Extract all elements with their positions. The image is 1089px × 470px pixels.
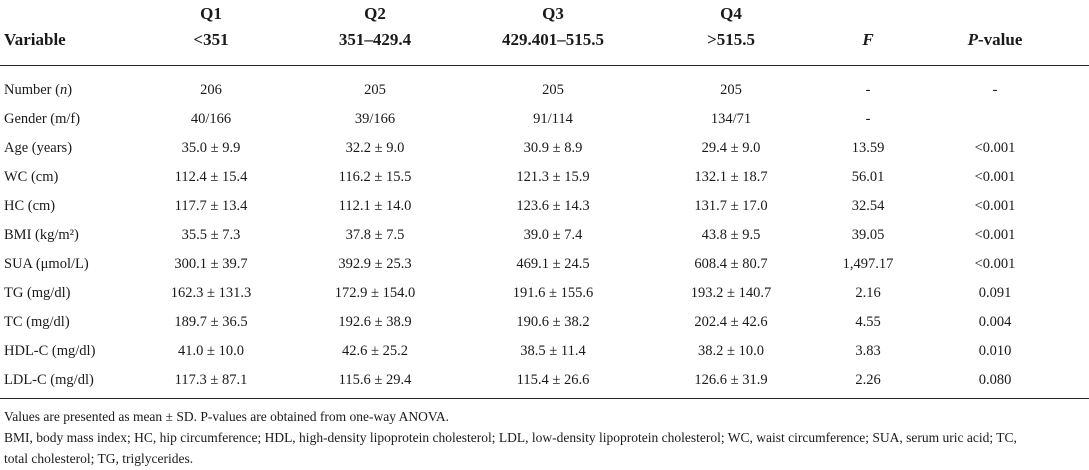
- cell-q4: 134/71: [710, 111, 752, 127]
- cell-p: <0.001: [974, 140, 1016, 156]
- row-label: Gender (m/f): [4, 111, 81, 127]
- cell-q1: 162.3 ± 131.3: [170, 285, 252, 301]
- cell-p: 0.080: [978, 372, 1012, 388]
- cell-p: <0.001: [974, 256, 1016, 272]
- cell-q3: 30.9 ± 8.9: [523, 140, 583, 156]
- cell-f: 1,497.17: [842, 256, 894, 272]
- cell-q1: 206: [200, 82, 222, 98]
- cell-q3: 190.6 ± 38.2: [516, 314, 590, 330]
- cell-f: 39.05: [851, 227, 885, 243]
- cell-q4: 193.2 ± 140.7: [690, 285, 772, 301]
- table-row: [0, 76, 1089, 105]
- cell-p: <0.001: [974, 227, 1016, 243]
- cell-q4: 131.7 ± 17.0: [694, 198, 768, 214]
- row-label: TC (mg/dl): [4, 314, 70, 330]
- cell-q3: 469.1 ± 24.5: [516, 256, 590, 272]
- cell-q1: 35.5 ± 7.3: [181, 227, 241, 243]
- table-row: [0, 192, 1089, 221]
- cell-q4: 202.4 ± 42.6: [694, 314, 768, 330]
- cell-q4: 43.8 ± 9.5: [701, 227, 761, 243]
- cell-q3: 38.5 ± 11.4: [520, 343, 586, 359]
- table-header: [0, 0, 1089, 60]
- cell-p: <0.001: [974, 198, 1016, 214]
- cell-f: 4.55: [855, 314, 881, 330]
- cell-f: -: [865, 82, 871, 98]
- cell-p: 0.004: [978, 314, 1012, 330]
- footnote-line-2: BMI, body mass index; HC, hip circumference; HDL, high-density lipoprotein cholesterol; LDL, low-density lipoprotein cholesterol; WC, waist circumference; SUA, serum uric acid; TC,: [4, 430, 1017, 445]
- cell-q2: 205: [364, 82, 386, 98]
- table-row: [0, 134, 1089, 163]
- cell-q2: 32.2 ± 9.0: [345, 140, 405, 156]
- row-label: HC (cm): [4, 198, 56, 214]
- cell-q3: 91/114: [533, 111, 573, 127]
- cell-q2: 192.6 ± 38.9: [338, 314, 412, 330]
- table-row: [0, 337, 1089, 366]
- cell-f: 2.26: [855, 372, 881, 388]
- header-q4-range: >515.5: [707, 30, 755, 49]
- header-q1-range: <351: [193, 30, 229, 49]
- table-row: [0, 250, 1089, 279]
- header-q3-range: 429.401–515.5: [502, 30, 604, 49]
- cell-q3: 121.3 ± 15.9: [516, 169, 590, 185]
- cell-q1: 112.4 ± 15.4: [174, 169, 248, 185]
- cell-q1: 300.1 ± 39.7: [174, 256, 248, 272]
- cell-q4: 126.6 ± 31.9: [694, 372, 768, 388]
- cell-q3: 191.6 ± 155.6: [512, 285, 594, 301]
- row-label: HDL-C (mg/dl): [4, 343, 96, 359]
- header-rule: [0, 65, 1089, 66]
- bottom-rule: [0, 398, 1089, 399]
- header-q2-range: 351–429.4: [338, 30, 412, 49]
- cell-q2: 42.6 ± 25.2: [342, 343, 408, 359]
- row-label: SUA (μmol/L): [4, 256, 89, 272]
- cell-q2: 39/166: [354, 111, 396, 127]
- cell-p: 0.091: [978, 285, 1012, 301]
- table-row: [0, 221, 1089, 250]
- cell-q4: 29.4 ± 9.0: [701, 140, 761, 156]
- cell-q2: 172.9 ± 154.0: [334, 285, 416, 301]
- header-q1: Q1: [200, 4, 222, 23]
- row-label: LDL-C (mg/dl): [4, 372, 94, 388]
- cell-f: 3.83: [855, 343, 881, 359]
- cell-q2: 115.6 ± 29.4: [338, 372, 412, 388]
- cell-q1: 41.0 ± 10.0: [178, 343, 244, 359]
- cell-q1: 35.0 ± 9.9: [181, 140, 241, 156]
- table-row: [0, 163, 1089, 192]
- cell-q4: 132.1 ± 18.7: [694, 169, 768, 185]
- cell-q2: 37.8 ± 7.5: [345, 227, 405, 243]
- cell-p: -: [992, 82, 998, 98]
- table-row: [0, 105, 1089, 134]
- cell-q2: 116.2 ± 15.5: [338, 169, 412, 185]
- table-row: [0, 279, 1089, 308]
- header-q2: Q2: [364, 4, 386, 23]
- cell-q4: 205: [720, 82, 742, 98]
- cell-p: 0.010: [978, 343, 1012, 359]
- header-q4: Q4: [720, 4, 742, 23]
- row-label: BMI (kg/m²): [4, 227, 79, 243]
- cell-q4: 38.2 ± 10.0: [698, 343, 764, 359]
- cell-p: <0.001: [974, 169, 1016, 185]
- header-variable: Variable: [4, 30, 66, 49]
- header-q3: Q3: [542, 4, 564, 23]
- cell-f: 2.16: [855, 285, 881, 301]
- cell-q3: 205: [542, 82, 564, 98]
- table-row: [0, 366, 1089, 395]
- cell-f: 32.54: [851, 198, 885, 214]
- footnote-line-1: Values are presented as mean ± SD. P-values are obtained from one-way ANOVA.: [4, 409, 450, 424]
- cell-q1: 117.3 ± 87.1: [174, 372, 248, 388]
- cell-f: 13.59: [851, 140, 885, 156]
- cell-q1: 117.7 ± 13.4: [174, 198, 248, 214]
- table-row: [0, 308, 1089, 337]
- row-label: Number (n): [4, 82, 73, 98]
- cell-f: 56.01: [851, 169, 885, 185]
- cell-q2: 392.9 ± 25.3: [338, 256, 412, 272]
- row-label: TG (mg/dl): [4, 285, 71, 301]
- cell-f: -: [865, 111, 871, 127]
- cell-q3: 115.4 ± 26.6: [516, 372, 590, 388]
- cell-q2: 112.1 ± 14.0: [338, 198, 412, 214]
- row-label: Age (years): [4, 140, 73, 156]
- header-f: F: [862, 30, 874, 49]
- cell-q1: 40/166: [190, 111, 232, 127]
- row-label: WC (cm): [4, 169, 59, 185]
- cell-q3: 39.0 ± 7.4: [523, 227, 583, 243]
- header-p-value: P-value: [967, 30, 1023, 49]
- cell-q3: 123.6 ± 14.3: [516, 198, 590, 214]
- cell-q4: 608.4 ± 80.7: [694, 256, 768, 272]
- cell-q1: 189.7 ± 36.5: [174, 314, 248, 330]
- footnote-line-3: total cholesterol; TG, triglycerides.: [4, 451, 194, 466]
